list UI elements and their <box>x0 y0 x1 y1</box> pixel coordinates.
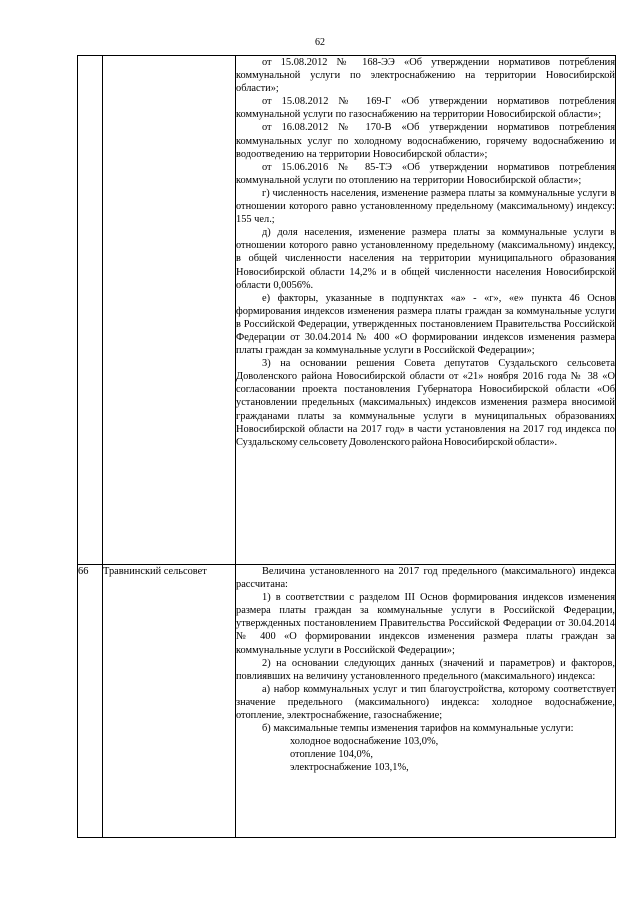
row-number-cell <box>78 56 103 565</box>
table-row <box>78 565 616 838</box>
page-number: 62 <box>315 37 325 48</box>
decree-169: от 15.08.2012 № 169-Г «Об утверждении нормативов потребления коммунальной услуги по газоснабжению на территории Новосибирской области»; <box>236 96 615 121</box>
tariff-index-table <box>77 55 616 838</box>
table-row <box>78 56 616 565</box>
list-item: холодное водоснабжение 103,0%, <box>290 736 439 748</box>
justification-cell <box>236 565 616 838</box>
list-item: отопление 104,0%, <box>290 749 373 761</box>
council-decision: 3) на основании решения Совета депутатов Суздальского сельсовета Доволенского района Новосибирской области от «21» ноября 2016 года № 38 «О согласовании проекта постановления Губернатора Новосибирской области «Об установлении предельных (максимальных) индексов изменения размера вносимой гражданами платы за коммунальные услуги в муниципальных образованиях Новосибирской области на 2017 год» в части установления на 2017 год индекса по Суздальскому сельсовету Доволенского района Новосибирской области». <box>236 358 615 448</box>
factors: е) факторы, указанные в подпунктах «а» - «г», «е» пункта 46 Основ формирования индексов изменения размера платы граждан за коммунальные услуги в Российской Федерации, утвержденных постановлением Правительства Российской Федерации от 30.04.2014 № 400 «О формировании индексов изменения размера платы граждан за коммунальные услуги в Российской Федерации»; <box>236 292 615 357</box>
justification-cell <box>236 56 616 565</box>
decree-168: от 15.08.2012 № 168-ЭЭ «Об утверждении нормативов потребления коммунальной услуги по электроснабжению на территории Новосибирской области»; <box>236 57 615 95</box>
basis-data: 2) на основании следующих данных (значений и параметров) и факторов, повлиявших на величину установленного предельного (максимального) индекса: <box>236 657 615 682</box>
population-share: д) доля населения, изменение размера платы за коммунальные услуги в отношении которого равно установленному предельному (максимальному) индексу, в общей численности населения на территории муниципального образования Новосибирской области 14,2% и в общей численности населения Новосибирской области 0,0056%. <box>236 227 615 291</box>
municipality-name-cell: Травнинский сельсовет <box>103 565 236 838</box>
tariff-growth-list <box>236 735 615 774</box>
index-intro: Величина установленного на 2017 год предельного (максимального) индекса рассчитана: <box>236 566 615 591</box>
decree-85: от 15.06.2016 № 85-ТЭ «Об утверждении нормативов потребления коммунальной услуги по отоплению на территории Новосибирской области»; <box>236 161 615 186</box>
services-set: а) набор коммунальных услуг и тип благоустройства, которому соответствует значение предельного (максимального) индекса: холодное водоснабжение, отопление, электроснабжение, газоснабжение; <box>236 683 615 722</box>
municipality-name-cell <box>103 56 236 565</box>
decree-170: от 16.08.2012 № 170-В «Об утверждении нормативов потребления коммунальных услуг по холодному водоснабжению, горячему водоснабжению и водоотведению на территории Новосибирской области»; <box>236 122 615 160</box>
list-item: электроснабжение 103,1%, <box>290 762 409 774</box>
row-number-cell: 66 <box>78 565 103 838</box>
population-count: г) численность населения, изменение размера платы за коммунальные услуги в отношении которого равно установленному предельному (максимальному) индексу: 155 чел.; <box>236 187 615 226</box>
basis-section-iii: 1) в соответствии с разделом III Основ формирования индексов изменения размера платы граждан за коммунальные услуги в Российской Федерации, утвержденных постановлением Правительства Российской Федерации от 30.04.2014 № 400 «О формировании индексов изменения размера платы граждан за коммунальные услуги в Российской Федерации»; <box>236 592 615 656</box>
tariff-growth-intro: б) максимальные темпы изменения тарифов на коммунальные услуги: <box>262 723 574 735</box>
